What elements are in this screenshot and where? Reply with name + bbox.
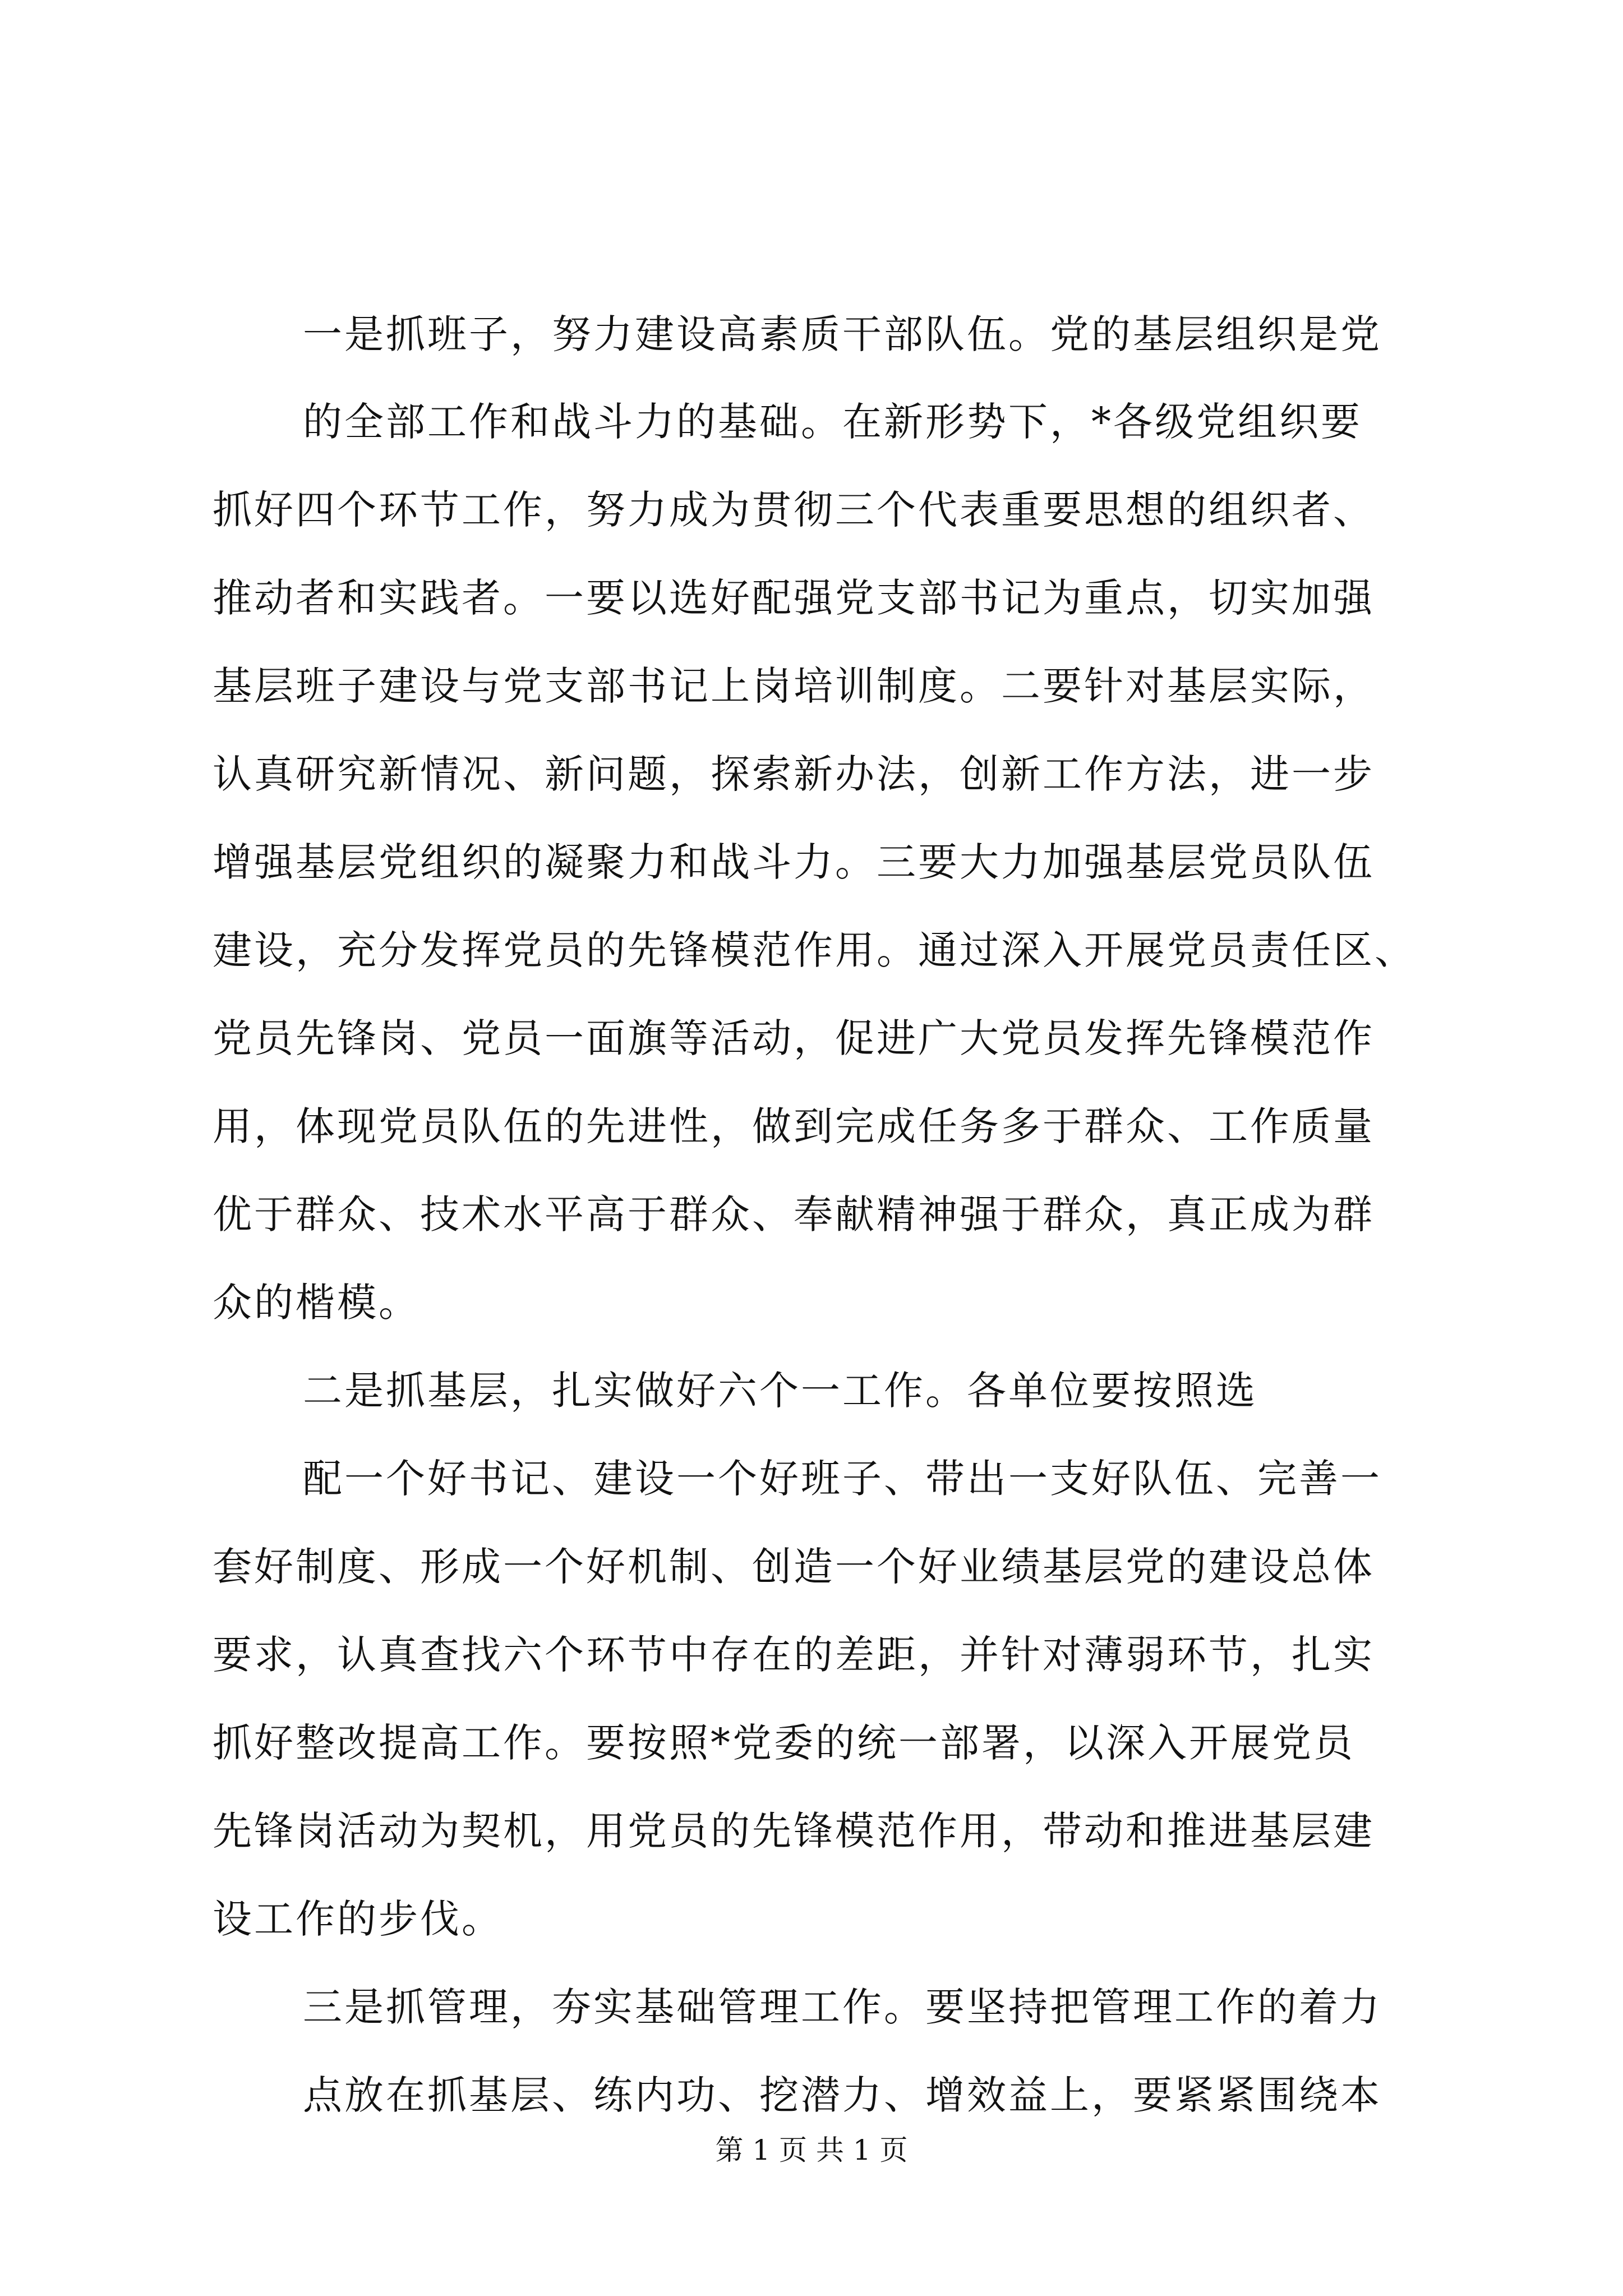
paragraph-1-line-12: 众的楷模。 — [213, 1280, 420, 1326]
paragraph-1-line-9: 党员先锋岗、党员一面旗等活动，促进广大党员发挥先锋模范作 — [213, 1015, 1375, 1061]
paragraph-1-line-4: 推动者和实践者。一要以选好配强党支部书记为重点，切实加强 — [213, 575, 1375, 621]
paragraph-2-line-6: 先锋岗活动为契机，用党员的先锋模范作用，带动和推进基层建 — [213, 1808, 1375, 1854]
paragraph-1-line-7: 增强基层党组织的凝聚力和战斗力。三要大力加强基层党员队伍 — [213, 839, 1375, 885]
paragraph-2-line-4: 要求，认真查找六个环节中存在的差距，并针对薄弱环节，扎实 — [213, 1632, 1375, 1678]
paragraph-3-line-1: 三是抓管理，夯实基础管理工作。要坚持把管理工作的着力 — [303, 1984, 1382, 2030]
paragraph-1-line-10: 用，体现党员队伍的先进性，做到完成任务多于群众、工作质量 — [213, 1103, 1375, 1149]
paragraph-1-line-11: 优于群众、技术水平高于群众、奉献精神强于群众，真正成为群 — [213, 1191, 1375, 1237]
paragraph-1-line-8: 建设，充分发挥党员的先锋模范作用。通过深入开展党员责任区、 — [213, 927, 1416, 973]
paragraph-1-line-2: 的全部工作和战斗力的基础。在新形势下，*各级党组织要 — [303, 399, 1362, 445]
paragraph-1-line-1: 一是抓班子，努力建设高素质干部队伍。党的基层组织是党 — [303, 311, 1382, 357]
paragraph-2-line-3: 套好制度、形成一个好机制、创造一个好业绩基层党的建设总体 — [213, 1544, 1375, 1590]
paragraph-1-line-3: 抓好四个环节工作，努力成为贯彻三个代表重要思想的组织者、 — [213, 487, 1375, 533]
paragraph-1-line-5: 基层班子建设与党支部书记上岗培训制度。二要针对基层实际， — [213, 663, 1375, 709]
paragraph-1-line-6: 认真研究新情况、新问题，探索新办法，创新工作方法，进一步 — [213, 751, 1375, 797]
paragraph-3-line-2: 点放在抓基层、练内功、挖潜力、增效益上，要紧紧围绕本 — [303, 2072, 1382, 2118]
paragraph-2-line-7: 设工作的步伐。 — [213, 1896, 503, 1942]
page-number-footer: 第 1 页 共 1 页 — [715, 2134, 908, 2166]
paragraph-2-line-5: 抓好整改提高工作。要按照*党委的统一部署，以深入开展党员 — [213, 1720, 1355, 1766]
paragraph-2-line-1: 二是抓基层，扎实做好六个一工作。各单位要按照选 — [303, 1368, 1257, 1414]
paragraph-2-line-2: 配一个好书记、建设一个好班子、带出一支好队伍、完善一 — [303, 1456, 1382, 1502]
